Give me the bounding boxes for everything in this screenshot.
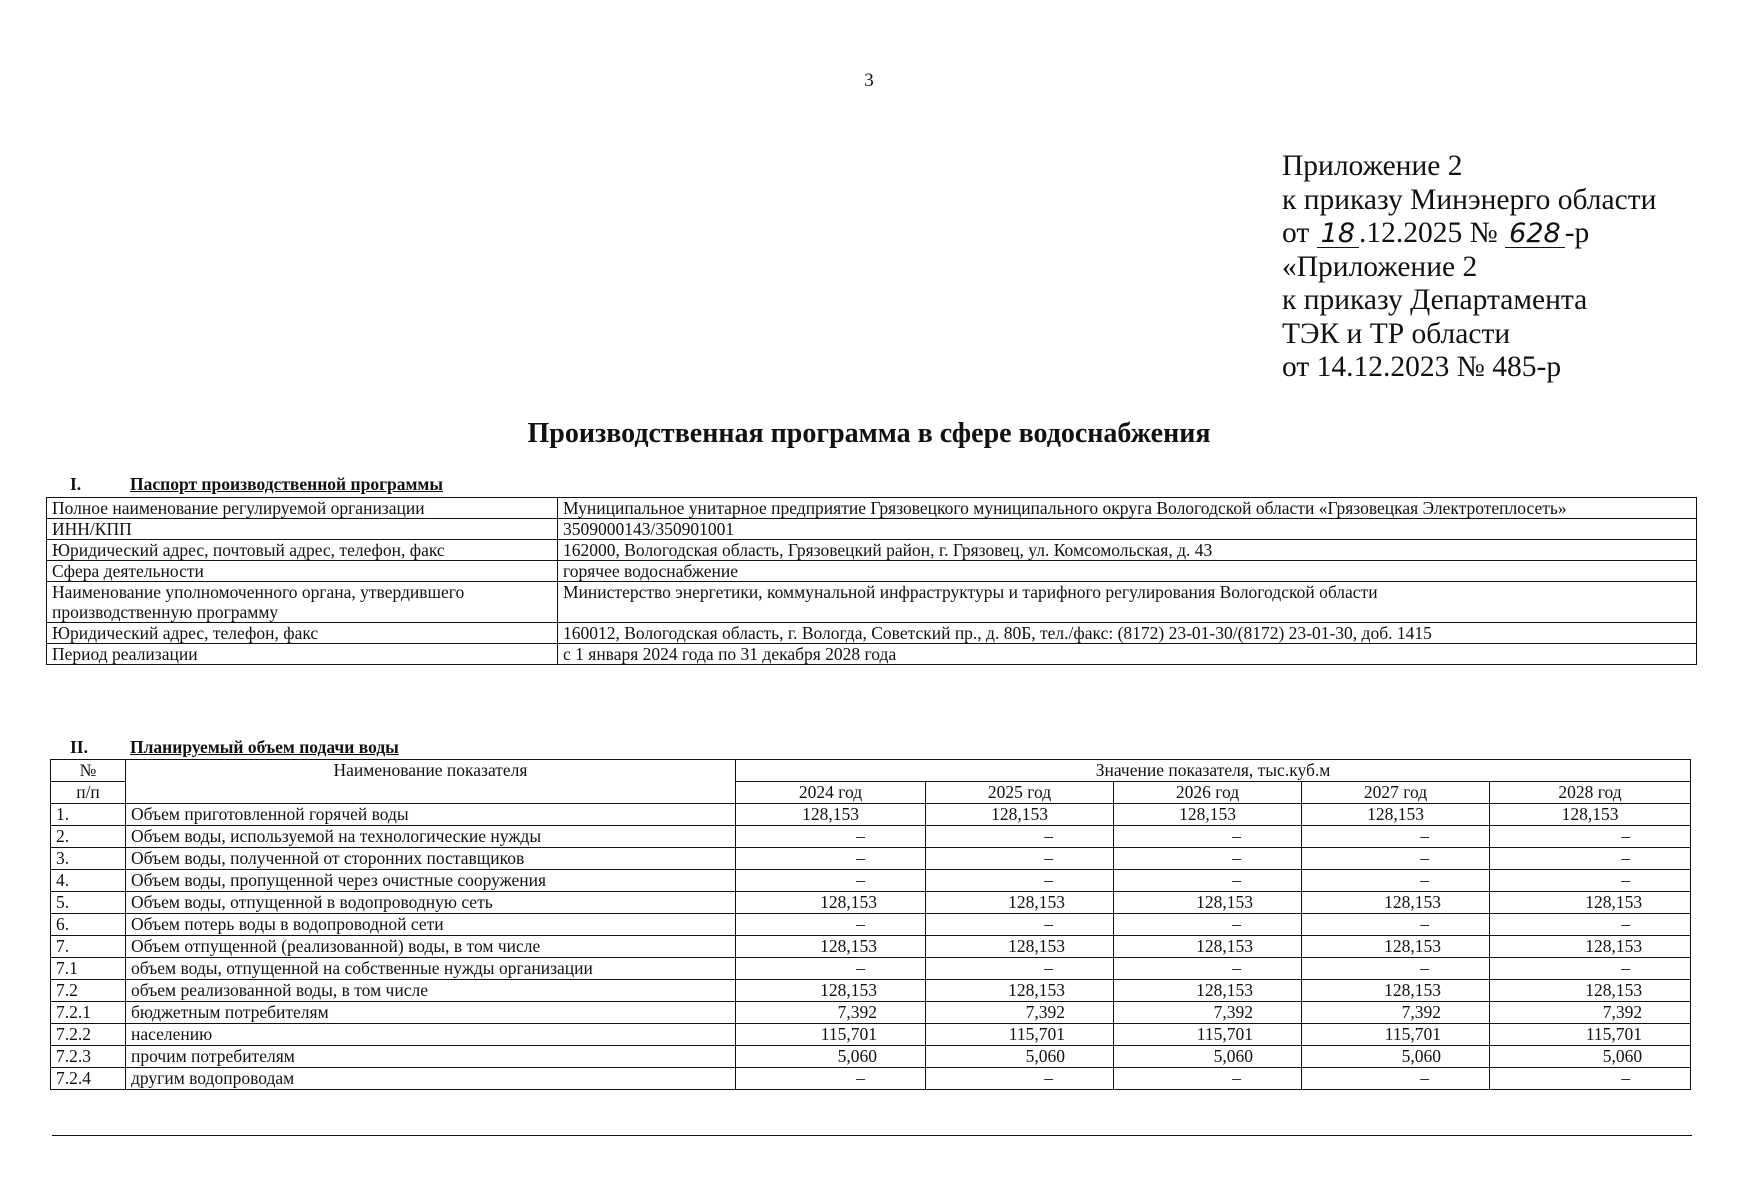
passport-value: 162000, Вологодская область, Грязовецкий район, г. Грязовец, ул. Комсомольская, д. 43 <box>558 540 1697 561</box>
row-number: 7.2 <box>51 980 126 1002</box>
passport-row <box>47 623 1697 644</box>
value-cell: – <box>1302 870 1490 892</box>
table-row <box>51 804 1691 826</box>
header-year: 2025 год <box>926 782 1114 804</box>
passport-label: Юридический адрес, почтовый адрес, телефон, факс <box>47 540 558 561</box>
row-number: 6. <box>51 914 126 936</box>
value-cell: 128,153 <box>1114 936 1302 958</box>
value-cell: – <box>1490 958 1691 980</box>
row-name: Объем приготовленной горячей воды <box>126 804 736 826</box>
section-1-heading <box>70 474 443 495</box>
handwritten-day: 18 <box>1317 221 1359 248</box>
passport-value: 160012, Вологодская область, г. Вологда, Советский пр., д. 80Б, тел./факс: (8172) 23-01-30/(8172) 23-01-30, доб. 1415 <box>558 623 1697 644</box>
value-cell: 5,060 <box>1114 1046 1302 1068</box>
value-cell: – <box>926 826 1114 848</box>
row-number: 5. <box>51 892 126 914</box>
passport-row <box>47 519 1697 540</box>
document-title: Производственная программа в сфере водоснабжения <box>527 418 1211 449</box>
page-number: 3 <box>864 70 874 91</box>
value-cell: – <box>1490 1068 1691 1090</box>
row-name: населению <box>126 1024 736 1046</box>
value-cell: 128,153 <box>1114 980 1302 1002</box>
value-cell: – <box>1302 914 1490 936</box>
value-cell: – <box>1114 826 1302 848</box>
value-cell: 128,153 <box>926 892 1114 914</box>
value-cell: – <box>926 848 1114 870</box>
value-cell: 128,153 <box>1490 804 1691 826</box>
value-cell: 5,060 <box>1490 1046 1691 1068</box>
annex-line: к приказу Минэнерго области <box>1282 183 1657 216</box>
table-row <box>51 892 1691 914</box>
passport-label: ИНН/КПП <box>47 519 558 540</box>
passport-value: горячее водоснабжение <box>558 561 1697 582</box>
passport-label: Юридический адрес, телефон, факс <box>47 623 558 644</box>
section-2-heading <box>70 737 399 758</box>
value-cell: – <box>1114 1068 1302 1090</box>
row-number: 7.1 <box>51 958 126 980</box>
table-row <box>51 848 1691 870</box>
row-name: Объем воды, полученной от сторонних поставщиков <box>126 848 736 870</box>
table-row <box>51 1046 1691 1068</box>
value-cell: – <box>1302 848 1490 870</box>
value-cell: 128,153 <box>1302 804 1490 826</box>
passport-value: Муниципальное унитарное предприятие Грязовецкого муниципального округа Вологодской области «Грязовецкая Электротеплосеть» <box>558 498 1697 519</box>
value-cell: 128,153 <box>736 892 926 914</box>
value-cell: – <box>736 848 926 870</box>
row-number: 2. <box>51 826 126 848</box>
header-value-group: Значение показателя, тыс.куб.м <box>736 760 1691 782</box>
annex-line: Приложение 2 <box>1282 150 1463 182</box>
annex-middle: .12.2025 № <box>1359 217 1498 249</box>
header-num-top: № <box>51 760 126 782</box>
value-cell: 128,153 <box>1114 892 1302 914</box>
section-1-title: Паспорт производственной программы <box>130 474 444 494</box>
value-cell: – <box>926 870 1114 892</box>
value-cell: 5,060 <box>736 1046 926 1068</box>
passport-value: с 1 января 2024 года по 31 декабря 2028 года <box>558 644 1697 665</box>
value-cell: – <box>926 1068 1114 1090</box>
value-cell: 7,392 <box>736 1002 926 1024</box>
row-number: 7. <box>51 936 126 958</box>
table-row <box>51 1024 1691 1046</box>
header-year: 2024 год <box>736 782 926 804</box>
annex-line: ТЭК и ТР области <box>1282 317 1511 350</box>
table-header-row <box>51 760 1691 782</box>
value-cell: – <box>736 1068 926 1090</box>
row-name: объем реализованной воды, в том числе <box>126 980 736 1002</box>
row-number: 7.2.3 <box>51 1046 126 1068</box>
value-cell: 128,153 <box>1490 980 1691 1002</box>
value-cell: – <box>736 826 926 848</box>
value-cell: – <box>1490 826 1691 848</box>
handwritten-number: 628 <box>1505 221 1565 248</box>
annex-line: от 14.12.2023 № 485-р <box>1282 351 1562 383</box>
row-name: другим водопроводам <box>126 1068 736 1090</box>
row-number: 7.2.1 <box>51 1002 126 1024</box>
row-name: Объем потерь воды в водопроводной сети <box>126 914 736 936</box>
value-cell: – <box>1114 914 1302 936</box>
value-cell: 7,392 <box>926 1002 1114 1024</box>
annex-line: к приказу Департамента <box>1282 284 1588 316</box>
header-year: 2026 год <box>1114 782 1302 804</box>
value-cell: – <box>1302 958 1490 980</box>
value-cell: 128,153 <box>1114 804 1302 826</box>
table-row <box>51 980 1691 1002</box>
value-cell: 128,153 <box>736 936 926 958</box>
value-cell: 128,153 <box>1490 892 1691 914</box>
table-row <box>51 1068 1691 1090</box>
section-2-number: II. <box>70 737 88 757</box>
passport-label: Наименование уполномоченного органа, утвердившего производственную программу <box>47 582 558 623</box>
value-cell: – <box>1490 848 1691 870</box>
row-number: 1. <box>51 804 126 826</box>
value-cell: 115,701 <box>1302 1024 1490 1046</box>
row-name: Объем воды, отпущенной в водопроводную сеть <box>126 892 736 914</box>
value-cell: – <box>1114 870 1302 892</box>
header-year: 2027 год <box>1302 782 1490 804</box>
value-cell: – <box>1114 848 1302 870</box>
value-cell: 115,701 <box>926 1024 1114 1046</box>
value-cell: – <box>736 958 926 980</box>
value-cell: 7,392 <box>1490 1002 1691 1024</box>
passport-value: 3509000143/350901001 <box>558 519 1697 540</box>
value-cell: – <box>1114 958 1302 980</box>
table-row <box>51 936 1691 958</box>
section-2-title: Планируемый объем подачи воды <box>130 737 399 757</box>
passport-row <box>47 540 1697 561</box>
passport-table <box>46 497 1697 665</box>
annex-suffix: -р <box>1564 217 1590 249</box>
annex-line: «Приложение 2 <box>1282 250 1478 283</box>
passport-label: Период реализации <box>47 644 558 665</box>
value-cell: 128,153 <box>736 804 926 826</box>
table-row <box>51 914 1691 936</box>
passport-label: Полное наименование регулируемой организации <box>47 498 558 519</box>
row-number: 7.2.4 <box>51 1068 126 1090</box>
value-cell: 7,392 <box>1114 1002 1302 1024</box>
volume-table <box>50 759 1691 1090</box>
table-row <box>51 826 1691 848</box>
value-cell: – <box>736 914 926 936</box>
row-number: 7.2.2 <box>51 1024 126 1046</box>
row-number: 3. <box>51 848 126 870</box>
annex-prefix: от <box>1282 217 1310 249</box>
passport-value: Министерство энергетики, коммунальной инфраструктуры и тарифного регулирования Вологодской области <box>558 582 1697 623</box>
value-cell: – <box>1490 870 1691 892</box>
passport-row <box>47 582 1697 623</box>
row-number: 4. <box>51 870 126 892</box>
table-row <box>51 1002 1691 1024</box>
passport-label: Сфера деятельности <box>47 561 558 582</box>
table-row <box>51 870 1691 892</box>
row-name: объем воды, отпущенной на собственные нужды организации <box>126 958 736 980</box>
value-cell: 128,153 <box>926 936 1114 958</box>
table-row <box>51 958 1691 980</box>
value-cell: 5,060 <box>1302 1046 1490 1068</box>
value-cell: – <box>736 870 926 892</box>
header-year: 2028 год <box>1490 782 1691 804</box>
value-cell: – <box>1302 1068 1490 1090</box>
passport-row <box>47 498 1697 519</box>
value-cell: 128,153 <box>1302 980 1490 1002</box>
row-name: бюджетным потребителям <box>126 1002 736 1024</box>
row-name: Объем воды, пропущенной через очистные сооружения <box>126 870 736 892</box>
row-name: Объем отпущенной (реализованной) воды, в том числе <box>126 936 736 958</box>
value-cell: 128,153 <box>926 804 1114 826</box>
annex-date-line <box>1282 217 1656 251</box>
value-cell: 128,153 <box>1302 892 1490 914</box>
header-num-bottom: п/п <box>51 782 126 804</box>
value-cell: 128,153 <box>1302 936 1490 958</box>
passport-row <box>47 561 1697 582</box>
value-cell: 128,153 <box>1490 936 1691 958</box>
annex-block <box>1282 150 1656 385</box>
row-name: прочим потребителям <box>126 1046 736 1068</box>
value-cell: 128,153 <box>736 980 926 1002</box>
value-cell: – <box>926 958 1114 980</box>
value-cell: 115,701 <box>736 1024 926 1046</box>
value-cell: 115,701 <box>1114 1024 1302 1046</box>
value-cell: – <box>926 914 1114 936</box>
value-cell: 7,392 <box>1302 1002 1490 1024</box>
header-name: Наименование показателя <box>126 760 736 804</box>
value-cell: – <box>1302 826 1490 848</box>
passport-row <box>47 644 1697 665</box>
row-name: Объем воды, используемой на технологические нужды <box>126 826 736 848</box>
bottom-rule <box>52 1135 1692 1136</box>
section-1-number: I. <box>70 474 82 494</box>
value-cell: 5,060 <box>926 1046 1114 1068</box>
value-cell: 128,153 <box>926 980 1114 1002</box>
value-cell: – <box>1490 914 1691 936</box>
value-cell: 115,701 <box>1490 1024 1691 1046</box>
